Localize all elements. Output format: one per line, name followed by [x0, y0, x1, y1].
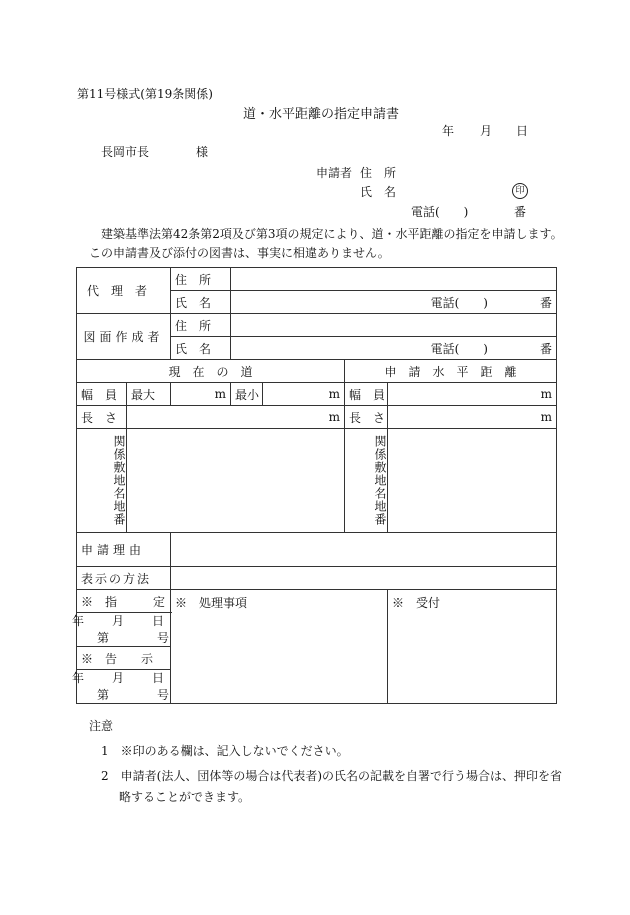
current-length-field[interactable] [127, 406, 345, 429]
current-max-label: 最大 [127, 383, 171, 406]
current-max-field[interactable] [171, 383, 231, 406]
reception-cell [388, 590, 557, 704]
requested-related-lot-label: 関係敷地名地番 [345, 429, 388, 533]
requested-width-field[interactable] [388, 383, 557, 406]
designation-year: 年 [71, 614, 84, 629]
designation-number-suffix: 号 [157, 630, 170, 645]
drafter-row-1 [77, 314, 557, 337]
requested-width-label: 幅 員 [345, 383, 388, 406]
form-number: 第11号様式(第19条関係) [77, 87, 213, 101]
notes-item-2-line-2: 略することができます。 [119, 790, 251, 804]
designation-number-prefix: 第 [97, 630, 110, 645]
applicant-name-label: 氏 名 [360, 185, 397, 199]
width-row [77, 383, 557, 406]
agent-label: 代 理 者 [77, 268, 171, 314]
display-method-label: 表示の方法 [77, 567, 171, 590]
honorific: 様 [196, 145, 209, 159]
designation-day: 日 [152, 614, 165, 629]
requested-related-lot-field[interactable] [388, 429, 557, 533]
seal-icon [512, 183, 528, 199]
agent-phone-label: 電話( ) [430, 295, 488, 310]
processing-cell [171, 590, 388, 704]
current-min-field[interactable] [263, 383, 345, 406]
current-min-unit: m [328, 387, 341, 401]
designation-row [77, 590, 557, 613]
designation-date-cell [71, 613, 171, 647]
drafter-address-label: 住 所 [171, 314, 231, 337]
reason-label: 申請理由 [77, 533, 171, 567]
length-row [77, 406, 557, 429]
related-lot-row [77, 429, 557, 533]
announcement-date-cell [71, 670, 171, 704]
announcement-day: 日 [152, 671, 165, 686]
requested-distance-header: 申 請 水 平 距 離 [345, 360, 557, 383]
drafter-phone-suffix: 番 [540, 341, 553, 356]
reason-field[interactable] [171, 533, 557, 567]
drafter-name-field[interactable] [231, 337, 557, 360]
addressee: 長岡市長 [101, 145, 150, 159]
form-title: 道・水平距離の指定申請書 [243, 107, 400, 122]
drafter-name-label: 氏 名 [171, 337, 231, 360]
reason-row [77, 533, 557, 567]
date-day: 日 [516, 124, 529, 138]
requested-width-unit: m [540, 387, 553, 401]
display-method-field[interactable] [171, 567, 557, 590]
announcement-year: 年 [71, 671, 84, 686]
applicant-phone-suffix: 番 [514, 205, 527, 219]
drafter-address-field[interactable] [231, 314, 557, 337]
seal-text: 印 [515, 185, 525, 196]
announcement-number-suffix: 号 [157, 687, 170, 702]
reception-label: ※ 受付 [392, 596, 441, 610]
agent-row-1 [77, 268, 557, 291]
body-line-1: 建築基準法第42条第2項及び第3項の規定により、道・水平距離の指定を申請します。 [101, 227, 563, 241]
current-max-unit: m [214, 387, 227, 401]
applicant-address-label: 住 所 [360, 166, 397, 180]
drafter-label: 図面作成者 [77, 314, 171, 360]
current-road-header: 現 在 の 道 [77, 360, 345, 383]
processing-label: ※ 処理事項 [175, 596, 248, 610]
notes-heading: 注意 [89, 719, 114, 733]
requested-length-field[interactable] [388, 406, 557, 429]
designation-month: 月 [111, 614, 124, 629]
applicant-label: 申請者 [316, 166, 353, 180]
current-min-label: 最小 [231, 383, 263, 406]
announcement-label: ※ 告 示 [77, 647, 171, 670]
agent-phone-suffix: 番 [540, 295, 553, 310]
agent-address-field[interactable] [231, 268, 557, 291]
agent-name-label: 氏 名 [171, 291, 231, 314]
announcement-month: 月 [111, 671, 124, 686]
application-form-table [71, 267, 557, 704]
agent-name-field[interactable] [231, 291, 557, 314]
requested-length-label: 長 さ [345, 406, 388, 429]
body-line-2: この申請書及び添付の図書は、事実に相違ありません。 [89, 246, 390, 260]
notes-item-1: 1 ※印のある欄は、記入しないでください。 [101, 744, 349, 758]
current-width-label: 幅 員 [77, 383, 127, 406]
display-method-row [77, 567, 557, 590]
announcement-number-prefix: 第 [97, 687, 110, 702]
current-related-lot-label: 関係敷地名地番 [77, 429, 127, 533]
drafter-phone-label: 電話( ) [430, 341, 488, 356]
current-related-lot-field[interactable] [127, 429, 345, 533]
designation-label: ※ 指 定 [77, 590, 171, 613]
current-length-label: 長 さ [77, 406, 127, 429]
current-length-unit: m [328, 410, 341, 424]
date-month: 月 [480, 124, 493, 138]
section-header-row [77, 360, 557, 383]
notes-item-2-line-1: 2 申請者(法人、団体等の場合は代表者)の氏名の記載を自署で行う場合は、押印を省 [101, 769, 563, 783]
agent-address-label: 住 所 [171, 268, 231, 291]
applicant-phone-label: 電話( ) [411, 205, 469, 219]
date-year: 年 [442, 124, 455, 138]
requested-length-unit: m [540, 410, 553, 424]
